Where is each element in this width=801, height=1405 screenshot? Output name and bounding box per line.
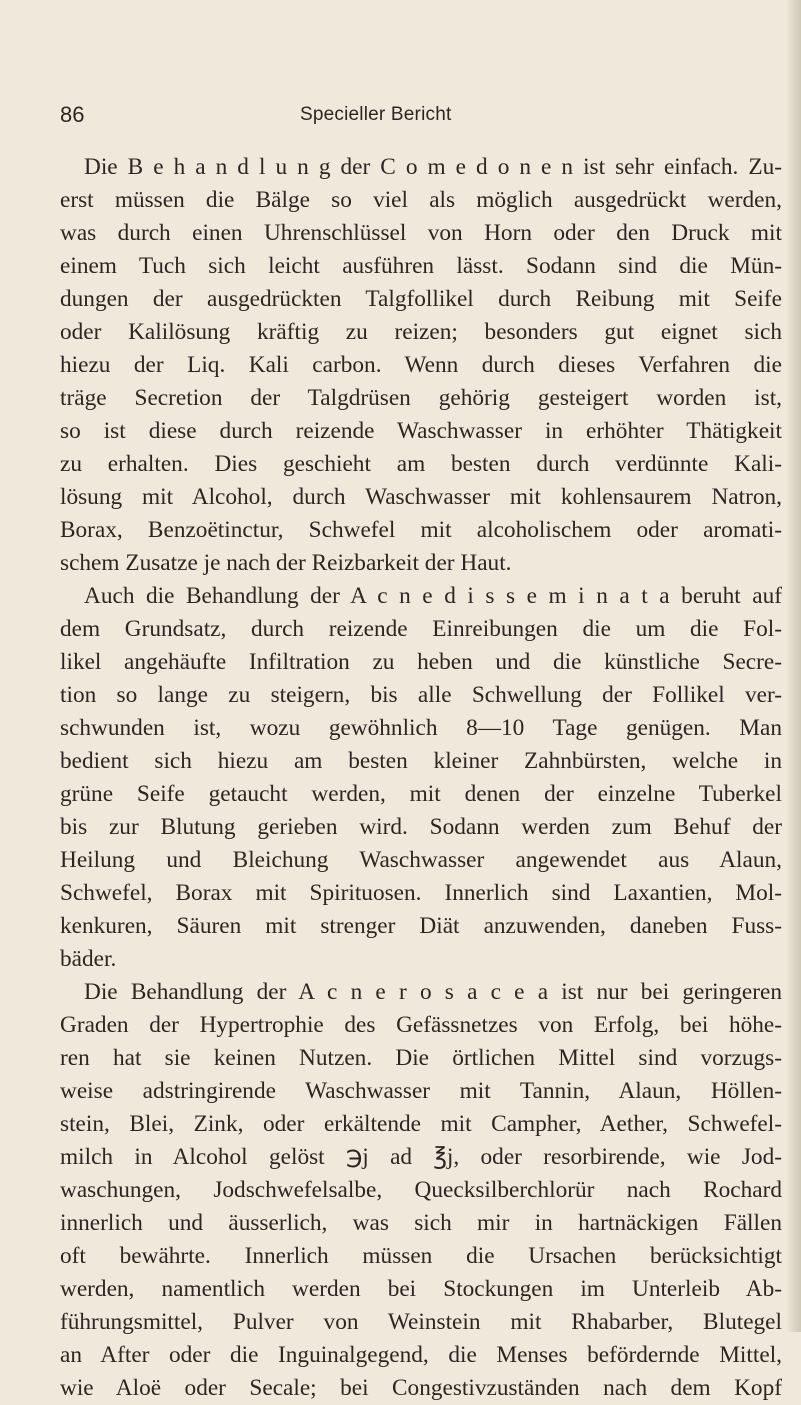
page-edge [787, 0, 801, 1332]
text-line: ren hat sie keinen Nutzen. Die örtlichen Mittel sind vorzugs- [60, 1045, 782, 1071]
text-line: was durch einen Uhrenschlüssel von Horn oder den Druck mit [60, 220, 782, 246]
text-line: einem Tuch sich leicht ausführen lässt. Sodann sind die Mün- [60, 253, 782, 279]
text-line: Die B e h a n d l u n g der C o m e d o n e n ist sehr einfach. Zu- [84, 154, 782, 180]
text-line: tion so lange zu steigern, bis alle Schwellung der Follikel ver- [60, 682, 782, 708]
text-line: stein, Blei, Zink, oder erkältende mit Campher, Aether, Schwefel- [60, 1111, 782, 1137]
text-line: waschungen, Jodschwefelsalbe, Quecksilberchlorür nach Rochard [60, 1177, 782, 1203]
text-line: lösung mit Alcohol, durch Waschwasser mit kohlensaurem Natron, [60, 484, 782, 510]
text-line: bäder. [60, 946, 117, 972]
body-text [60, 151, 782, 1405]
text-line: hiezu der Liq. Kali carbon. Wenn durch dieses Verfahren die [60, 352, 782, 378]
text-line: innerlich und äusserlich, was sich mir in hartnäckigen Fällen [60, 1210, 782, 1236]
text-line: dem Grundsatz, durch reizende Einreibungen die um die Fol- [60, 616, 782, 642]
text-line: Auch die Behandlung der A c n e d i s s e m i n a t a beruht auf [84, 583, 782, 609]
text-line: bis zur Blutung gerieben wird. Sodann werden zum Behuf der [60, 814, 782, 840]
text-line: Heilung und Bleichung Waschwasser angewendet aus Alaun, [60, 847, 782, 873]
page-number: 86 [60, 102, 85, 127]
text-line: schwunden ist, wozu gewöhnlich 8—10 Tage genügen. Man [60, 715, 782, 741]
text-line: schem Zusatze je nach der Reizbarkeit der Haut. [60, 550, 512, 576]
text-line: oft bewährte. Innerlich müssen die Ursachen berücksichtigt [60, 1243, 782, 1269]
text-line: Die Behandlung der A c n e r o s a c e a ist nur bei geringeren [84, 979, 782, 1005]
text-line: Graden der Hypertrophie des Gefässnetzes von Erfolg, bei höhe- [60, 1012, 782, 1038]
text-line: Borax, Benzoëtinctur, Schwefel mit alcoholischem oder aromati- [60, 517, 782, 543]
text-line: an After oder die Inguinalgegend, die Menses befördernde Mittel, [60, 1342, 782, 1368]
text-line: Schwefel, Borax mit Spirituosen. Innerlich sind Laxantien, Mol- [60, 880, 782, 906]
text-line: likel angehäufte Infiltration zu heben und die künstliche Secre- [60, 649, 782, 675]
page-header [60, 98, 760, 138]
text-line: milch in Alcohol gelöst ℈j ad ℥j, oder resorbirende, wie Jod- [60, 1144, 782, 1170]
text-line: grüne Seife getaucht werden, mit denen der einzelne Tuberkel [60, 781, 782, 807]
text-line: so ist diese durch reizende Waschwasser in erhöhter Thätigkeit [60, 418, 782, 444]
text-line: oder Kalilösung kräftig zu reizen; besonders gut eignet sich [60, 319, 782, 345]
running-title: Specieller Bericht [300, 104, 452, 125]
text-line: dungen der ausgedrückten Talgfollikel durch Reibung mit Seife [60, 286, 782, 312]
text-line: träge Secretion der Talgdrüsen gehörig gesteigert worden ist, [60, 385, 782, 411]
text-line: wie Aloë oder Secale; bei Congestivzuständen nach dem Kopf [60, 1375, 782, 1401]
text-line: kenkuren, Säuren mit strenger Diät anzuwenden, daneben Fuss- [60, 913, 782, 939]
text-line: werden, namentlich werden bei Stockungen im Unterleib Ab- [60, 1276, 782, 1302]
text-line: weise adstringirende Waschwasser mit Tannin, Alaun, Höllen- [60, 1078, 782, 1104]
text-line: zu erhalten. Dies geschieht am besten durch verdünnte Kali- [60, 451, 782, 477]
text-line: erst müssen die Bälge so viel als möglich ausgedrückt werden, [60, 187, 782, 213]
text-line: bedient sich hiezu am besten kleiner Zahnbürsten, welche in [60, 748, 782, 774]
text-line: führungsmittel, Pulver von Weinstein mit Rhabarber, Blutegel [60, 1309, 782, 1335]
